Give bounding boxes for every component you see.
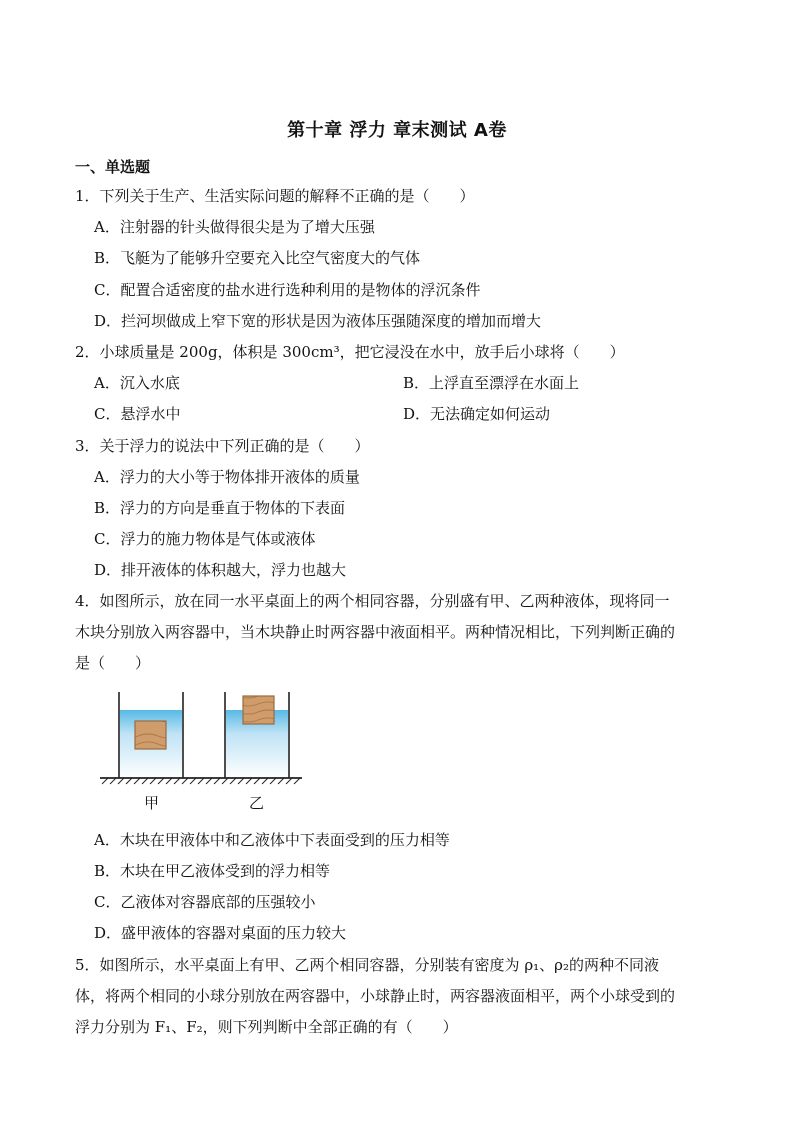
table-hatching [102,778,300,784]
question-4-stem-line-2: 木块分别放入两容器中，当木块静止时两容器中液面相平。两种情况相比，下列判断正确的 [75,623,676,641]
question-3-option-b: B．浮力的方向是垂直于物体的下表面 [94,499,346,517]
question-4-option-a: A．木块在甲液体中和乙液体中下表面受到的压力相等 [94,831,450,849]
question-5-stem-line-2: 体，将两个相同的小球分别放在两容器中，小球静止时，两容器液面相平，两个小球受到的 [75,987,676,1005]
figure-label-yi: 乙 [249,794,265,812]
question-1-option-a: A．注射器的针头做得很尖是为了增大压强 [94,218,375,236]
section-heading: 一、单选题 [75,158,151,176]
question-2-stem: 2．小球质量是 200g，体积是 300cm³，把它浸没在水中，放手后小球将（ ） [75,343,625,361]
question-4-figure [98,688,308,812]
question-3-stem: 3．关于浮力的说法中下列正确的是（ ） [75,437,370,455]
question-4-stem-line-3: 是（ ） [75,654,151,672]
question-4-stem-line-1: 4．如图所示，放在同一水平桌面上的两个相同容器，分别盛有甲、乙两种液体，现将同一 [75,592,670,610]
figure-label-jia: 甲 [144,794,160,812]
containers-diagram [98,688,308,788]
question-1-option-b: B．飞艇为了能够升空要充入比空气密度大的气体 [94,249,421,267]
question-5-stem-line-1: 5．如图所示，水平桌面上有甲、乙两个相同容器，分别装有密度为 ρ₁、ρ₂的两种不同液 [75,956,659,974]
question-4-option-d: D．盛甲液体的容器对桌面的压力较大 [94,924,347,942]
question-3-option-a: A．浮力的大小等于物体排开液体的质量 [94,468,360,486]
question-1-option-c: C．配置合适密度的盐水进行选种利用的是物体的浮沉条件 [94,281,481,299]
question-5-stem-line-3: 浮力分别为 F₁、F₂，则下列判断中全部正确的有（ ） [75,1018,458,1036]
question-2-option-b: B．上浮直至漂浮在水面上 [403,374,580,392]
wood-block-jia [135,721,166,749]
question-3-option-c: C．浮力的施力物体是气体或液体 [94,530,316,548]
question-2-option-a: A．沉入水底 [94,374,180,392]
question-1-stem: 1．下列关于生产、生活实际问题的解释不正确的是（ ） [75,187,475,205]
question-3-option-d: D．排开液体的体积越大，浮力也越大 [94,561,347,579]
page-title: 第十章 浮力 章末测试 A卷 [287,120,507,141]
question-2-option-c: C．悬浮水中 [94,405,181,423]
question-4-option-b: B．木块在甲乙液体受到的浮力相等 [94,862,331,880]
wood-block-yi [243,696,274,724]
question-4-option-c: C．乙液体对容器底部的压强较小 [94,893,316,911]
question-1-option-d: D．拦河坝做成上窄下宽的形状是因为液体压强随深度的增加而增大 [94,312,542,330]
question-2-option-d: D．无法确定如何运动 [403,405,551,423]
